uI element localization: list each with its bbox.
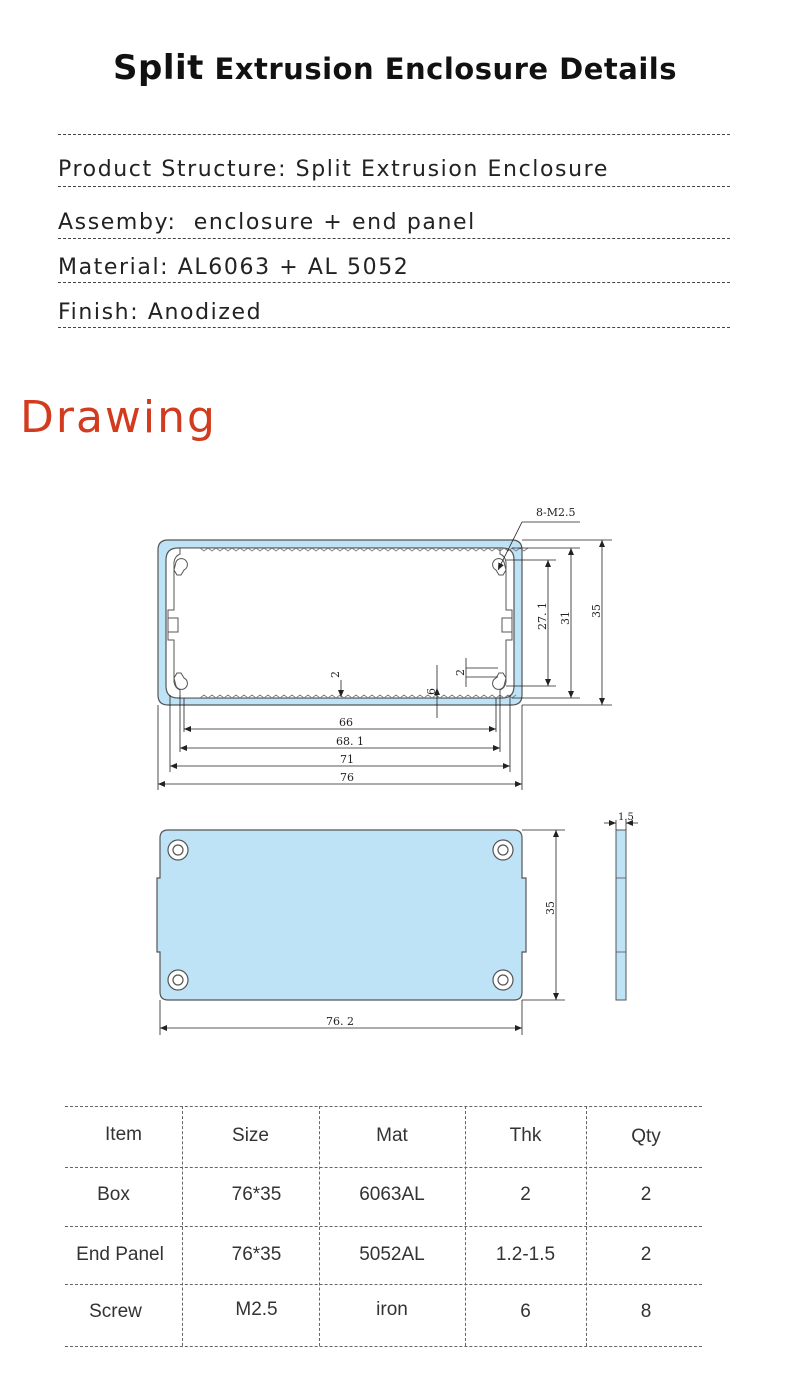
panel-dim-thk: 1.5 xyxy=(618,812,634,823)
table-cell: 2 xyxy=(640,1184,652,1205)
table-cell: End Panel xyxy=(76,1244,164,1265)
enclosure-profile xyxy=(158,506,580,705)
spec-assembly xyxy=(58,210,476,235)
spec-value: Anodized xyxy=(147,300,263,325)
callout-thread: 8-M2.5 xyxy=(536,506,576,519)
table-header: Mat xyxy=(376,1125,408,1146)
spec-product-structure xyxy=(58,157,609,182)
table-cell: Screw xyxy=(89,1301,142,1322)
dim-t2a: 2 xyxy=(329,671,342,678)
panel-dim-w: 76. 2 xyxy=(326,1015,354,1028)
dim-w71: 71 xyxy=(340,753,354,766)
table-rule xyxy=(65,1106,702,1107)
spec-label: Finish: xyxy=(58,300,140,325)
panel-side-view xyxy=(604,820,638,1000)
spec-label: Assemby: xyxy=(58,210,177,235)
divider xyxy=(58,282,730,283)
table-header: Thk xyxy=(509,1125,542,1146)
table-cell: M2.5 xyxy=(235,1299,278,1320)
dim-h27: 27. 1 xyxy=(536,602,549,630)
divider xyxy=(58,134,730,135)
technical-drawing xyxy=(0,490,790,1050)
spec-label: Product Structure: xyxy=(58,157,288,182)
dim-w76: 76 xyxy=(340,771,354,784)
page-title xyxy=(0,48,790,88)
table-cell: 76*35 xyxy=(231,1244,282,1265)
table-cell: 1.2-1.5 xyxy=(495,1244,556,1265)
table-rule xyxy=(65,1167,702,1168)
dim-t2b: 2 xyxy=(454,669,467,676)
spec-label: Material: xyxy=(58,255,170,280)
spec-material xyxy=(58,255,409,280)
drawing-heading: Drawing xyxy=(20,392,217,443)
end-panel xyxy=(157,830,526,1000)
table-cell: 6063AL xyxy=(359,1184,425,1205)
spec-value: AL6063 + AL 5052 xyxy=(177,255,410,280)
table-cell: 2 xyxy=(520,1184,531,1205)
table-cell: 6 xyxy=(520,1301,531,1322)
table-cell: 2 xyxy=(640,1244,652,1265)
table-rule xyxy=(65,1284,702,1285)
dim-w68: 68. 1 xyxy=(336,735,364,748)
panel-dim-h: 35 xyxy=(544,901,557,915)
spec-value: Split Extrusion Enclosure xyxy=(295,157,609,182)
table-cell: iron xyxy=(376,1299,408,1320)
dim-t6: 6 xyxy=(425,688,438,695)
panel-shape xyxy=(157,830,526,1000)
dim-h35: 35 xyxy=(590,604,603,618)
spec-finish xyxy=(58,300,262,325)
table-cell: 76*35 xyxy=(231,1184,282,1205)
title-rest: Extrusion Enclosure Details xyxy=(214,52,677,86)
divider xyxy=(58,238,730,239)
table-rule xyxy=(65,1346,702,1347)
table-header: Item xyxy=(105,1124,142,1145)
divider xyxy=(58,186,730,187)
dim-w66: 66 xyxy=(339,716,353,729)
table-cell: 5052AL xyxy=(359,1244,425,1265)
divider xyxy=(58,327,730,328)
table-header: Size xyxy=(232,1125,269,1146)
table-rule xyxy=(65,1226,702,1227)
title-first-word: Split xyxy=(113,48,204,88)
table-cell: 8 xyxy=(640,1301,652,1322)
table-header: Qty xyxy=(631,1126,661,1147)
table-cell: Box xyxy=(97,1184,130,1205)
spec-value: enclosure + end panel xyxy=(193,210,476,235)
dim-h31: 31 xyxy=(559,611,572,625)
